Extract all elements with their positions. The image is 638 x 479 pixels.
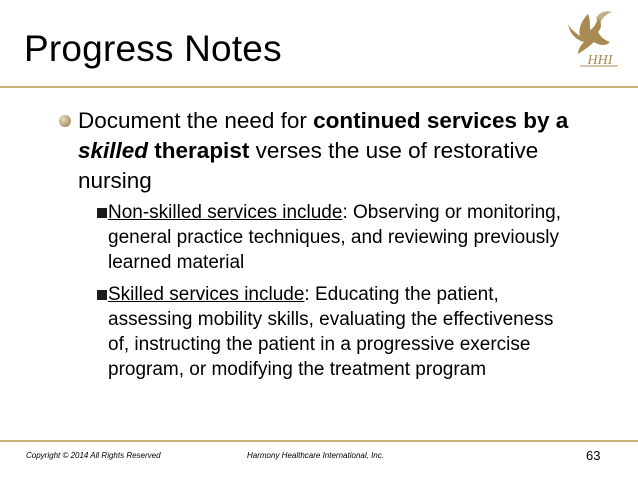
page-number: 63	[586, 448, 601, 463]
bullet-1-bold-2: therapist	[148, 138, 250, 163]
sub-bullet-1-text	[97, 200, 567, 275]
bullet-1-text	[66, 106, 586, 196]
dove-icon	[568, 11, 612, 54]
footer-copyright: Copyright © 2014 All Rights Reserved	[26, 451, 161, 460]
sub-bullet-2-text	[97, 282, 567, 382]
sub-bullet-2	[97, 282, 567, 382]
sub-bullet-1-heading: Non-skilled services include	[108, 202, 343, 223]
sub-bullet-1	[97, 200, 567, 275]
bullet-marker-icon	[59, 115, 71, 127]
hhi-logo	[560, 6, 624, 76]
square-bullet-icon	[97, 208, 107, 218]
bullet-1-suffix: verses the use of restorative nursing	[78, 138, 539, 193]
bullet-1-bold: continued services by a	[313, 108, 569, 133]
bullet-1-prefix: Document the need for	[78, 108, 314, 133]
sub-bullet-1-body: : Observing or monitoring, general practice techniques, and reviewing previously learned material	[108, 202, 562, 273]
logo-text: HHI	[587, 53, 613, 68]
sub-bullet-2-heading: Skilled services include	[108, 284, 305, 305]
slide-title: Progress Notes	[24, 28, 282, 69]
sub-bullet-2-body: : Educating the patient, assessing mobility skills, evaluating the effectiveness of, instructing the patient in a progressive exercise program, or modifying the treatment program	[108, 284, 554, 380]
title-divider	[0, 86, 638, 88]
footer-company: Harmony Healthcare International, Inc.	[247, 451, 384, 460]
bullet-1-bold-italic: skilled	[78, 138, 149, 163]
bullet-1	[66, 106, 586, 196]
footer-divider	[0, 440, 638, 442]
square-bullet-icon	[97, 290, 107, 300]
